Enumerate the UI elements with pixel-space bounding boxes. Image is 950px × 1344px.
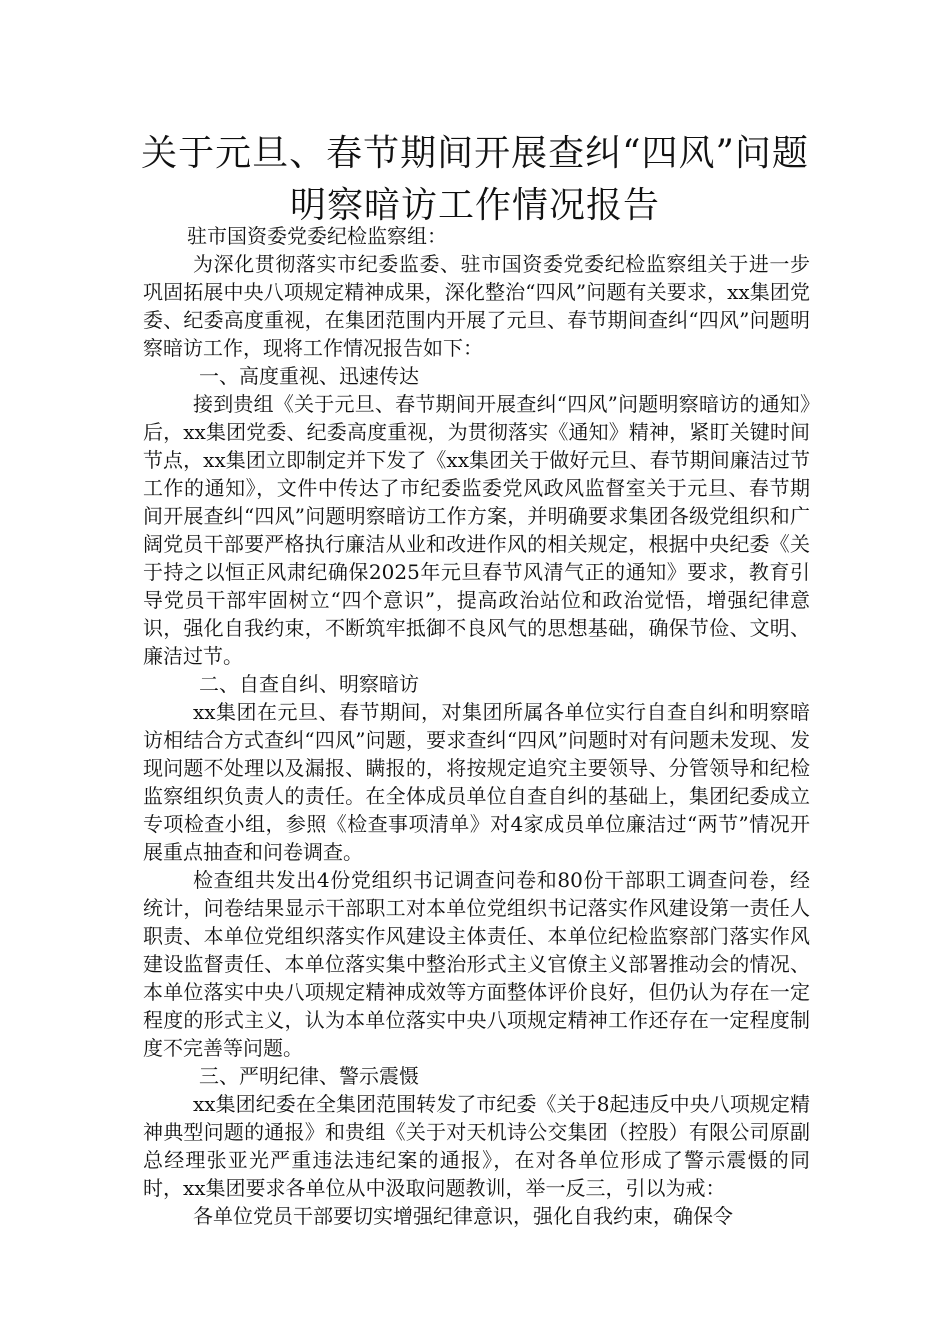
section-3-paragraph-1: xx集团纪委在全集团范围转发了市纪委《关于8起违反中央八项规定精神典型问题的通报》和贵组《关于对天机诗公交集团（控股）有限公司原副总经理张亚光严重违法违纪案的通报》，在对各单位形成了警示震慑的同时，xx集团要求各单位从中汲取问题教训，举一反三，引以为戒： (143, 1092, 810, 1200)
document-body (143, 222, 810, 1230)
section-2-heading: 二、自查自纠、明察暗访 (199, 672, 419, 696)
section-3-heading: 三、严明纪律、警示震慑 (199, 1064, 419, 1088)
section-1-heading: 一、高度重视、迅速传达 (199, 364, 419, 388)
section-2-paragraph-2: 检查组共发出4份党组织书记调查问卷和80份干部职工调查问卷，经统计，问卷结果显示干部职工对本单位党组织书记落实作风建设第一责任人职责、本单位党组织落实作风建设主体责任、本单位纪检监察部门落实作风建设监督责任、本单位落实集中整治形式主义官僚主义部署推动会的情况、本单位落实中央八项规定精神成效等方面整体评价良好，但仍认为存在一定程度的形式主义，认为本单位落实中央八项规定精神工作还存在一定程度制度不完善等问题。 (143, 868, 810, 1060)
section-1-paragraph-1: 接到贵组《关于元旦、春节期间开展查纠“四风”问题明察暗访的通知》后，xx集团党委、纪委高度重视，为贯彻落实《通知》精神，紧盯关键时间节点，xx集团立即制定并下发了《xx集团关于做好元旦、春节期间廉洁过节工作的通知》，文件中传达了市纪委监委党风政风监督室关于元旦、春节期间开展查纠“四风”问题明察暗访工作方案，并明确要求集团各级党组织和广阔党员干部要严格执行廉洁从业和改进作风的相关规定，根据中央纪委《关于持之以恒正风肃纪确保2025年元旦春节风清气正的通知》要求，教育引导党员干部牢固树立“四个意识”，提高政治站位和政治觉悟，增强纪律意识，强化自我约束，不断筑牢抵御不良风气的思想基础，确保节俭、文明、廉洁过节。 (143, 392, 810, 668)
salutation: 驻市国资委党委纪检监察组： (187, 224, 447, 248)
section-2-paragraph-1: xx集团在元旦、春节期间，对集团所属各单位实行自查自纠和明察暗访相结合方式查纠“四风”问题，要求查纠“四风”问题时对有问题未发现、发现问题不处理以及漏报、瞒报的，将按规定追究主要领导、分管领导和纪检监察组织负责人的责任。在全体成员单位自查自纠的基础上，集团纪委成立专项检查小组，参照《检查事项清单》对4家成员单位廉洁过“两节”情况开展重点抽查和问卷调查。 (143, 700, 810, 864)
intro-paragraph: 为深化贯彻落实市纪委监委、驻市国资委党委纪检监察组关于进一步巩固拓展中央八项规定精神成果，深化整治“四风”问题有关要求，xx集团党委、纪委高度重视，在集团范围内开展了元旦、春节期间查纠“四风”问题明察暗访工作，现将工作情况报告如下： (143, 252, 810, 360)
section-3-paragraph-2: 各单位党员干部要切实增强纪律意识，强化自我约束，确保令 (193, 1204, 733, 1228)
document-title: 关于元旦、春节期间开展查纠“四风”问题明察暗访工作情况报告 (141, 133, 809, 226)
